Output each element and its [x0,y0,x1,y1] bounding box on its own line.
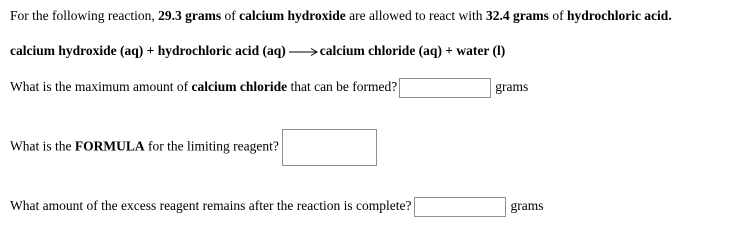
reactant-calcium-hydroxide: calcium hydroxide [239,8,346,23]
reaction-equation [10,43,505,59]
statement-text-4: of [552,8,564,23]
reactant-hydrochloric-acid: hydrochloric acid [566,8,669,23]
equation-products: calcium chloride (aq) + water (l) [319,43,506,58]
question-2-prefix: What is the [10,138,72,154]
statement-text-3: are allowed to react with [349,8,483,23]
question-2-bold: FORMULA [74,138,145,154]
question-2-suffix: for the limiting reagent? [147,138,279,154]
question-excess-remaining [10,197,543,217]
excess-reagent-answer-input[interactable] [414,197,506,217]
limiting-reagent-formula-input[interactable] [282,129,377,166]
reaction-arrow-icon [289,47,319,57]
question-3-text: What amount of the excess reagent remains after the reaction is complete? [10,198,412,214]
question-1-unit: grams [495,79,529,95]
question-limiting-reagent [10,129,377,166]
question-max-product [10,78,528,98]
equation-reactants: calcium hydroxide (aq) + hydrochloric acid (aq) [10,43,286,58]
question-1-bold: calcium chloride [191,79,288,95]
question-3-unit: grams [510,198,544,214]
statement-text-2: of [224,8,236,23]
statement-text-1: For the following reaction, [10,8,155,23]
mass-hydrochloric-acid: 32.4 grams [485,8,549,23]
max-product-answer-input[interactable] [399,78,491,98]
question-1-prefix: What is the maximum amount of [10,79,189,95]
problem-statement [10,8,672,24]
mass-calcium-hydroxide: 29.3 grams [158,8,222,23]
question-1-suffix: that can be formed? [290,79,398,95]
statement-period: . [668,8,672,23]
